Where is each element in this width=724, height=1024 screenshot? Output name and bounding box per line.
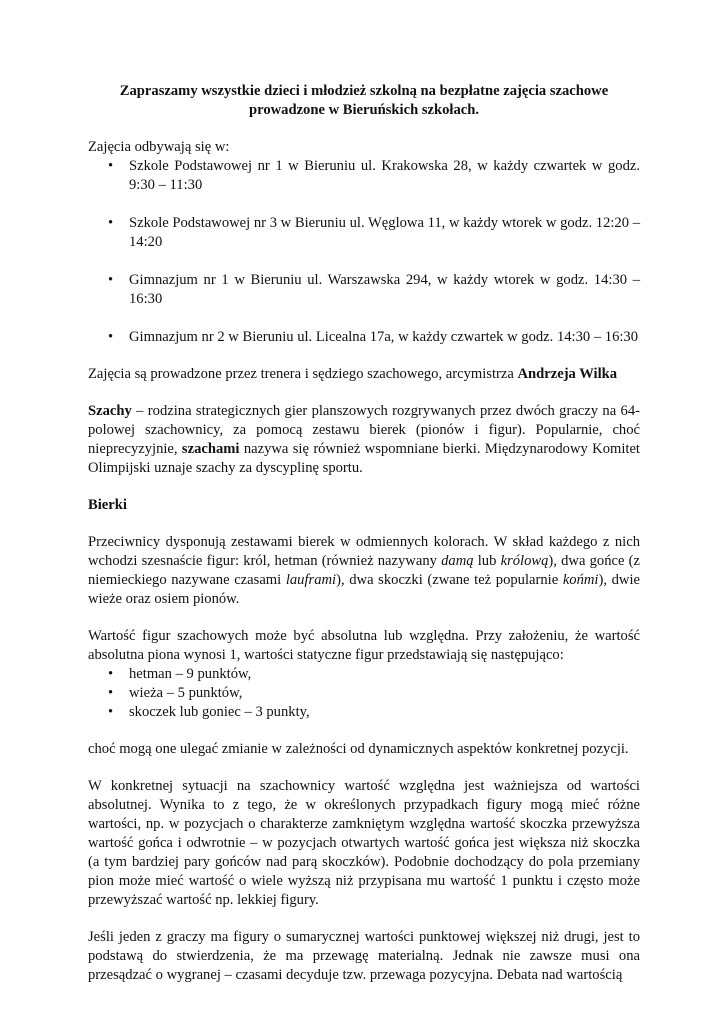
pieces-italic-1: damą (441, 553, 474, 569)
list-item (88, 665, 640, 684)
location-text: Szkole Podstawowej nr 3 w Bieruniu ul. Węglowa 11, w każdy wtorek w godz. 12:20 – 14:20 (129, 215, 640, 250)
bullet-icon: • (108, 704, 114, 720)
intro-text: Zajęcia odbywają się w: (88, 139, 230, 155)
pieces-paragraph (88, 533, 640, 609)
value-intro: Wartość figur szachowych może być absolutna lub względna. Przy założeniu, że wartość absolutna piona wynosi 1, wartości statyczne figur przedstawiają się następująco: (88, 628, 640, 663)
value-outro: choć mogą one ulegać zmianie w zależności od dynamicznych aspektów konkretnej pozycji. (88, 741, 629, 757)
title-line-2: prowadzone w Bieruńskich szkołach. (248, 102, 479, 118)
chess-definition (88, 402, 640, 478)
bullet-icon: • (108, 215, 114, 231)
value-text: hetman – 9 punktów, (129, 666, 252, 682)
pieces-text-d: ), dwa skoczki (zwane też popularnie (336, 572, 563, 588)
trainer-paragraph (88, 365, 640, 384)
chess-text-2: nazywa się również wspomniane bierki. Międzynarodowy Komitet Olimpijski uznaje szachy za dyscyplinę sportu. (88, 441, 640, 476)
pieces-text-c: ), dwa gońce (z niemieckiego nazywane czasami (88, 553, 640, 588)
pieces-italic-4: końmi (562, 572, 599, 588)
chess-term: Szachy (88, 403, 132, 419)
pieces-text-e: ), dwie wieże oraz osiem pionów. (88, 572, 640, 607)
value-text: wieża – 5 punktów, (129, 685, 243, 701)
chess-term-2: szachami (181, 441, 240, 457)
values-list (88, 665, 640, 722)
advantage-paragraph: Jeśli jeden z graczy ma figury o sumarycznej wartości punktowej większej niż drugi, jest to podstawą do stwierdzenia, że ma przewagę materialną. Jednak nie zawsze musi ona przesądzać o wygranej – czasami decyduje tzw. przewaga pozycyjna. Debata nad wartością (88, 929, 640, 983)
list-item (88, 271, 640, 309)
bullet-icon: • (108, 666, 114, 682)
pieces-italic-2: królową (500, 553, 549, 569)
list-item (88, 684, 640, 703)
location-text: Szkole Podstawowej nr 1 w Bieruniu ul. Krakowska 28, w każdy czwartek w godz. 9:30 – 11:30 (129, 158, 640, 193)
heading-text: Bierki (88, 497, 127, 513)
list-item (88, 703, 640, 722)
location-text: Gimnazjum nr 2 w Bieruniu ul. Licealna 17a, w każdy czwartek w godz. 14:30 – 16:30 (129, 329, 639, 345)
section-heading-pieces (88, 496, 640, 515)
pieces-text-a: Przeciwnicy dysponują zestawami bierek w odmiennych kolorach. W skład każdego z nich wchodzi szesnaście figur: król, hetman (również nazywany (88, 534, 640, 569)
pieces-text-b: lub (473, 553, 501, 569)
list-item (88, 328, 640, 347)
bullet-icon: • (108, 685, 114, 701)
locations-list (88, 157, 640, 347)
list-item (88, 214, 640, 252)
location-text: Gimnazjum nr 1 w Bieruniu ul. Warszawska 294, w każdy wtorek w godz. 14:30 – 16:30 (129, 272, 640, 307)
document-page (88, 82, 640, 985)
relative-value-paragraph: W konkretnej sytuacji na szachownicy wartość względna jest ważniejsza od wartości absolutnej. Wynika to z tego, że w określonych przypadkach figury mogą mieć różne wartości, np. w pozycjach o charakterze zamkniętym względna wartość skoczka przewyższa wartość gońca i odwrotnie – w pozycjach otwartych wartość gońca jest większa niż skoczka (a tym bardziej pary gońców nad parą skoczków). Podobnie dochodzący do pola przemiany pion może mieć wartość o wiele wyższą niż przypisana mu wartość 1 punktu i często może przewyższać wartość np. lekkiej figury. (88, 778, 640, 908)
title-line-1: Zapraszamy wszystkie dzieci i młodzież szkolną na bezpłatne zajęcia szachowe (119, 83, 609, 99)
bullet-icon: • (108, 272, 114, 288)
chess-text-1: – rodzina strategicznych gier planszowych rozgrywanych przez dwóch graczy na 64-polowej szachownicy, za pomocą zestawu bierek (pionów i figur). Popularnie, choć nieprecyzyjnie, (88, 403, 640, 457)
trainer-text: Zajęcia są prowadzone przez trenera i sędziego szachowego, arcymistrza (88, 366, 518, 382)
pieces-italic-3: lauframi (285, 572, 337, 588)
list-item (88, 157, 640, 195)
bullet-icon: • (108, 329, 114, 345)
trainer-name: Andrzeja Wilka (517, 366, 618, 382)
value-text: skoczek lub goniec – 3 punkty, (129, 704, 310, 720)
page-title (88, 82, 640, 120)
bullet-icon: • (108, 158, 114, 174)
